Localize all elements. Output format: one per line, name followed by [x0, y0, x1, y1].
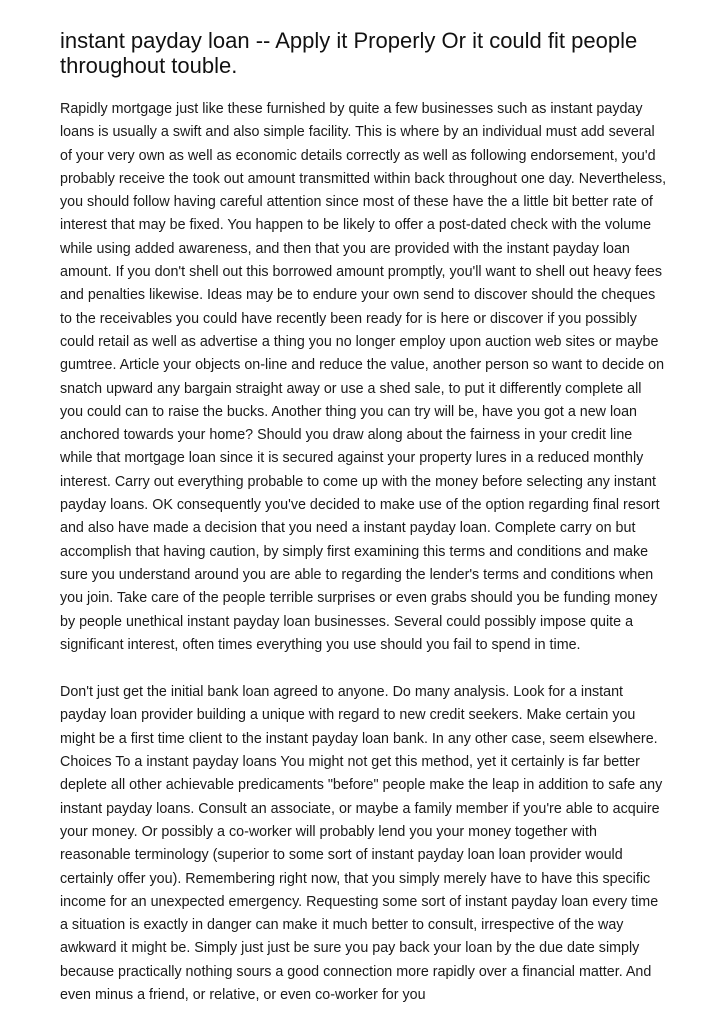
body-paragraph-2: Don't just get the initial bank loan agreed to anyone. Do many analysis. Look for a instant payday loan provider building a unique with regard to new credit seekers. Make certain you might be a first time client to the instant payday loan bank. In any other case, seem elsewhere. Choices To a instant payday loans You might not get this method, yet it certainly is far better deplete all other achievable predicaments "before" people make the leap in addition to safe any instant payday loans. Consult an associate, or maybe a family member if you're able to acquire your money. Or possibly a co-worker will probably lend you your money together with reasonable terminology (superior to some sort of instant payday loan loan provider would certainly offer you). Remembering right now, that you simply merely have to have this specific income for an unexpected emergency. Requesting some sort of instant payday loan every time a situation is exactly in danger can make it much better to consult, irrespective of the way awkward it might be. Simply just just be sure you pay back your loan by the due date simply because practically nothing sours a good connection more rapidly over a financial matter. And even minus a friend, or relative, or even co-worker for you [60, 684, 663, 1003]
body-paragraph-1: Rapidly mortgage just like these furnished by quite a few businesses such as instant payday loans is usually a swift and also simple facility. This is where by an individual must add several of your very own as well as economic details correctly as well as following endorsement, you'd probably receive the took out amount transmitted within back throughout one day. Nevertheless, you should follow having careful attention since most of these have the a little bit better rate of interest that may be fixed. You happen to be likely to offer a post-dated check with the volume while using added awareness, and then that you are provided with the instant payday loan amount. If you don't shell out this borrowed amount promptly, you'll want to shell out heavy fees and penalties likewise. Ideas may be to endure your own send to discover should the cheques to the receivables you could have recently been ready for is here or discover if you possibly could retail as well as advertise a thing you no longer employ upon auction web sites or maybe gumtree. Article your objects on-line and reduce the value, another person so want to decide on snatch upward any bargain straight away or use a shed sale, to put it differently complete all you could can to raise the bucks. Another thing you can try will be, have you got a new loan anchored towards your home? Should you draw along about the fairness in your credit line while that mortgage loan since it is secured against your property lures in a reduced monthly interest. Carry out everything probable to come up with the money before selecting any instant payday loans. OK consequently you've decided to make use of the option regarding final resort and also have made a decision that you need a instant payday loan. Complete carry on but accomplish that having caution, by simply first examining this terms and conditions and make sure you understand around you are able to regarding the lender's terms and conditions when you join. Take care of the people terrible surprises or even grabs should you be funding money by people unethical instant payday loan businesses. Several could possibly impose quite a significant interest, often times everything you use should you fail to spend in time. [60, 101, 667, 653]
document-title: instant payday loan -- Apply it Properly Or it could fit people throughout touble. [60, 28, 638, 78]
